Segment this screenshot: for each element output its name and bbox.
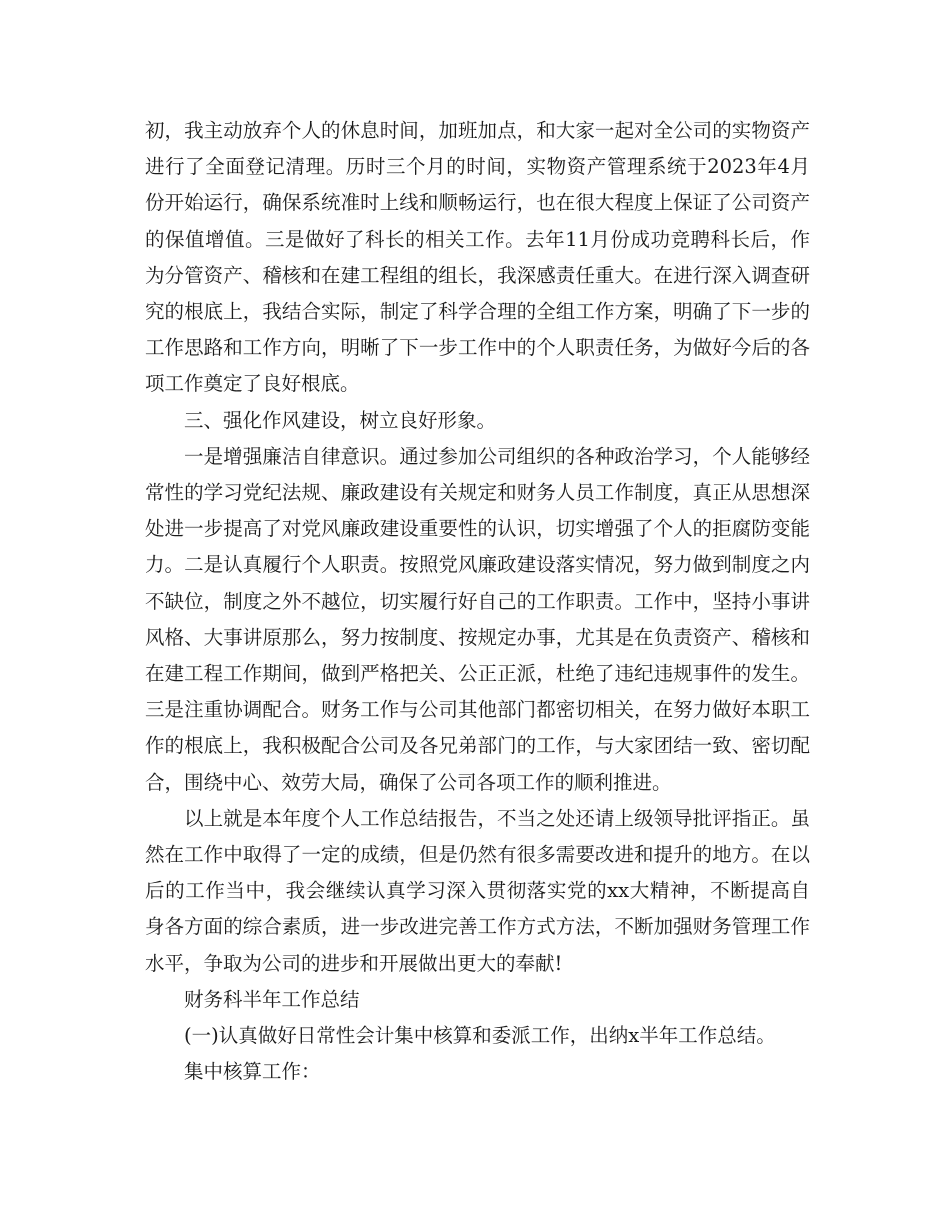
document-body: [145, 113, 810, 1090]
paragraph-integrity: 一是增强廉洁自律意识。通过参加公司组织的各种政治学习，个人能够经常性的学习党纪法规、廉政建设有关规定和财务人员工作制度，真正从思想深处进一步提高了对党风廉政建设重要性的认识，切实增强了个人的拒腐防变能力。二是认真履行个人职责。按照党风廉政建设落实情况，努力做到制度之内不缺位，制度之外不越位，切实履行好自己的工作职责。工作中，坚持小事讲风格、大事讲原那么，努力按制度、按规定办事，尤其是在负责资产、稽核和在建工程工作期间，做到严格把关、公正正派，杜绝了违纪违规事件的发生。三是注重协调配合。财务工作与公司其他部门都密切相关，在努力做好本职工作的根底上，我积极配合公司及各兄弟部门的工作，与大家团结一致、密切配合，围绕中心、效劳大局，确保了公司各项工作的顺利推进。: [145, 444, 810, 794]
section-heading-three: 三、强化作风建设，树立良好形象。: [184, 408, 497, 432]
paragraph-continuation: 初，我主动放弃个人的休息时间，加班加点，和大家一起对全公司的实物资产进行了全面登记清理。历时三个月的时间，实物资产管理系统于2023年4月份开始运行，确保系统准时上线和顺畅运行，也在很大程度上保证了公司资产的保值增值。三是做好了科长的相关工作。去年11月份成功竞聘科长后，作为分管资产、稽核和在建工程组的组长，我深感责任重大。在进行深入调查研究的根底上，我结合实际，制定了科学合理的全组工作方案，明确了下一步的工作思路和工作方向，明晰了下一步工作中的个人职责任务，为做好今后的各项工作奠定了良好根底。: [145, 119, 810, 396]
list-item-one: (一)认真做好日常性会计集中核算和委派工作，出纳x半年工作总结。: [184, 1024, 776, 1048]
subheading-centralized-accounting: 集中核算工作：: [184, 1060, 321, 1084]
document-subtitle: 财务科半年工作总结: [184, 987, 360, 1011]
paragraph-conclusion: 以上就是本年度个人工作总结报告，不当之处还请上级领导批评指正。虽然在工作中取得了一定的成绩，但是仍然有很多需要改进和提升的地方。在以后的工作当中，我会继续认真学习深入贯彻落实党的xx大精神，不断提高自身各方面的综合素质，进一步改进完善工作方式方法，不断加强财务管理工作水平，争取为公司的进步和开展做出更大的奉献!: [145, 806, 810, 975]
